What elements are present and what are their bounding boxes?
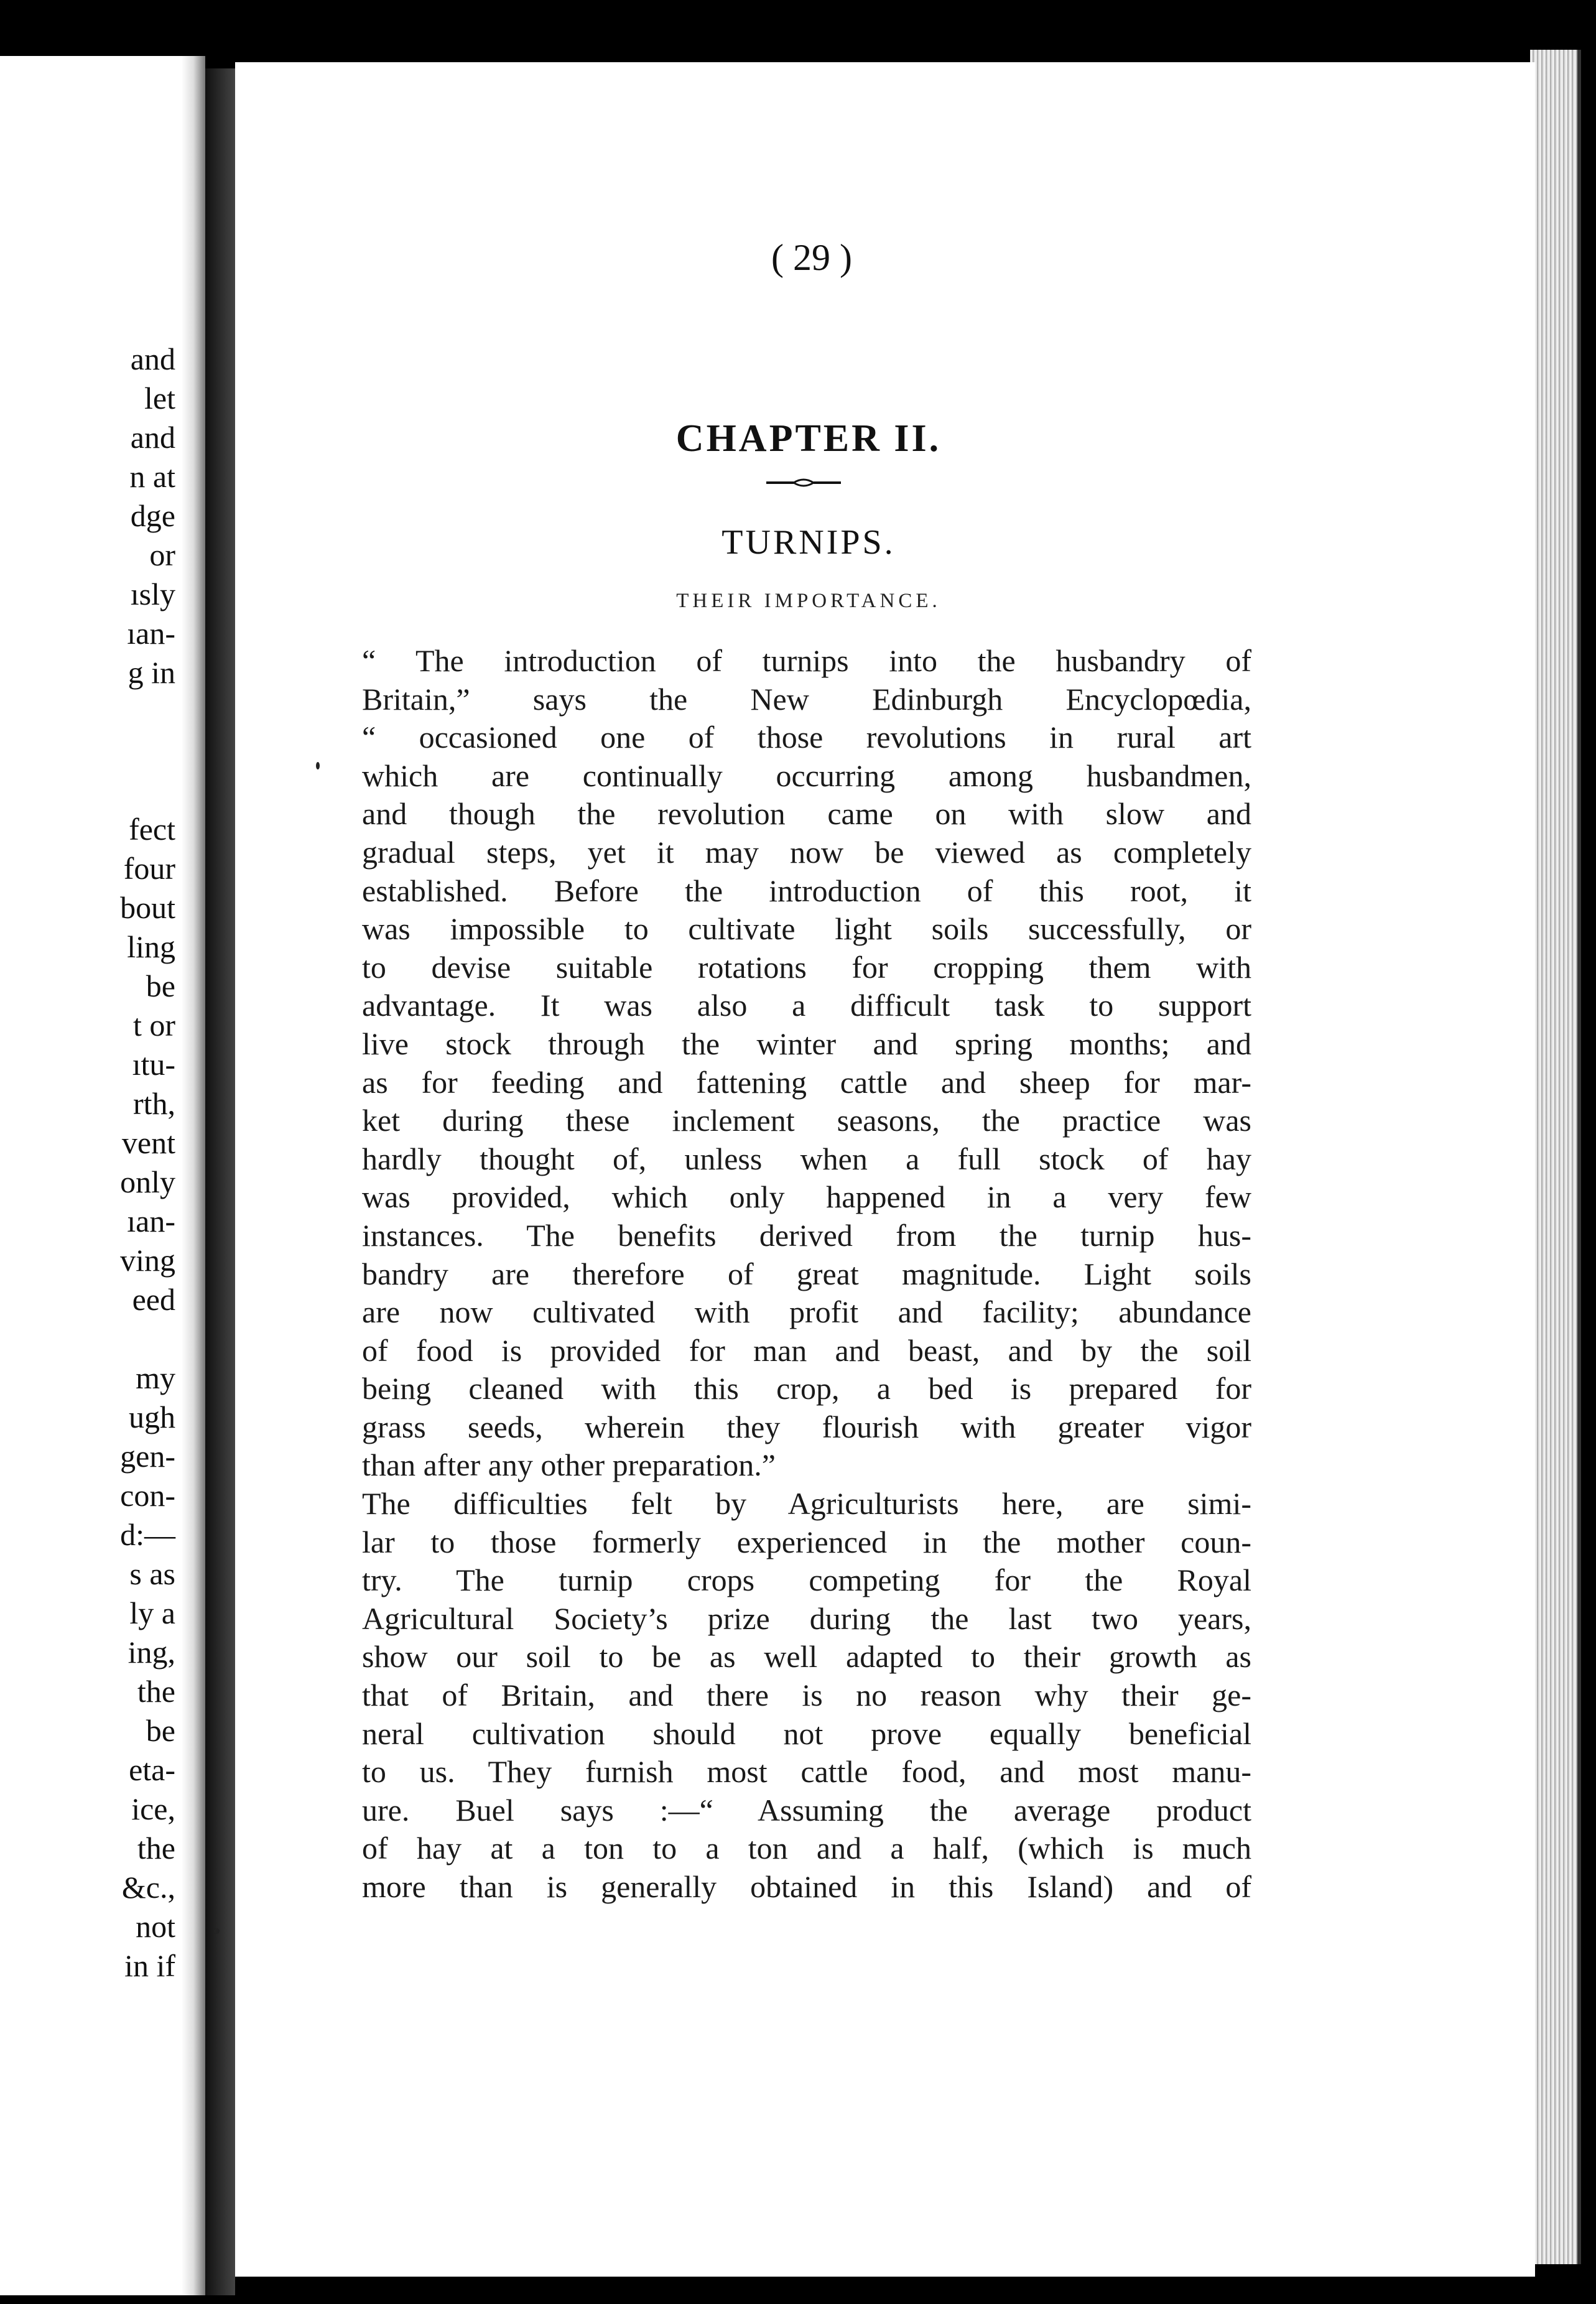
text-line: as for feeding and fattening cattle and sheep for mar- xyxy=(362,1064,1251,1100)
margin-word xyxy=(0,692,175,732)
margin-word: or xyxy=(149,537,175,572)
margin-word: n at xyxy=(129,459,175,494)
margin-word: rth, xyxy=(132,1086,175,1121)
text-line: try. The turnip crops competing for the Royal xyxy=(362,1563,1251,1598)
margin-word: and xyxy=(130,420,175,455)
margin-word: be xyxy=(146,1713,175,1748)
text-line: ure. Buel says :—“ Assuming the average product xyxy=(362,1792,1251,1828)
text-line: being cleaned with this crop, a bed is prepared for xyxy=(362,1371,1251,1406)
margin-word: ving xyxy=(120,1243,175,1278)
margin-word: the xyxy=(137,1674,175,1709)
scan-border-top xyxy=(0,0,1596,60)
margin-word: ling xyxy=(127,929,175,964)
text-line: grass seeds, wherein they flourish with greater vigor xyxy=(362,1409,1251,1444)
text-line: show our soil to be as well adapted to their growth as xyxy=(362,1639,1251,1675)
margin-word: &c., xyxy=(121,1870,175,1905)
margin-word: t or xyxy=(132,1008,175,1043)
margin-word: let xyxy=(144,381,175,416)
margin-word: bout xyxy=(120,890,175,925)
text-line: was provided, which only happened in a very few xyxy=(362,1179,1251,1215)
margin-word: and xyxy=(130,341,175,376)
margin-word: in if xyxy=(124,1948,175,1983)
margin-word: ing, xyxy=(128,1635,175,1670)
margin-word: vent xyxy=(121,1125,175,1160)
margin-word: be xyxy=(146,969,175,1003)
margin-word xyxy=(0,1319,175,1359)
margin-word: the xyxy=(137,1831,175,1865)
text-line: bandry are therefore of great magnitude. Light soils xyxy=(362,1256,1251,1291)
margin-word: ısly xyxy=(130,577,175,611)
page-stack-edge xyxy=(1530,50,1581,2264)
margin-word: ıtu- xyxy=(132,1047,175,1082)
margin-word xyxy=(0,732,175,771)
page-number: ( 29 ) xyxy=(771,237,852,278)
text-line: lar to those formerly experienced in the mother coun- xyxy=(362,1524,1251,1559)
ink-speck xyxy=(214,1928,220,1934)
margin-word: only xyxy=(120,1164,175,1199)
text-line: Agricultural Society’s prize during the last two years, xyxy=(362,1600,1251,1636)
paragraph xyxy=(362,1485,1251,1907)
margin-word: ice, xyxy=(131,1791,175,1826)
text-line: Britain,” says the New Edinburgh Encyclopœdia, xyxy=(362,681,1251,717)
section-title: TURNIPS. xyxy=(721,523,896,562)
ink-speck xyxy=(316,762,320,769)
margin-word: fect xyxy=(129,812,175,847)
margin-word: four xyxy=(123,851,175,886)
text-line: and though the revolution came on with slow and xyxy=(362,796,1251,832)
chapter-heading: CHAPTER II. xyxy=(675,417,942,460)
margin-word: eta- xyxy=(129,1752,175,1787)
margin-word: ly a xyxy=(129,1596,175,1630)
margin-word: d:— xyxy=(120,1517,175,1552)
margin-word: my xyxy=(136,1360,175,1395)
paragraph xyxy=(362,642,1251,1485)
subsection-title: THEIR IMPORTANCE. xyxy=(676,590,941,612)
text-line: gradual steps, yet it may now be viewed as completely xyxy=(362,834,1251,870)
text-line: live stock through the winter and spring months; and xyxy=(362,1026,1251,1061)
text-line: to devise suitable rotations for cropping them with xyxy=(362,949,1251,985)
left-page-margin-text xyxy=(0,340,175,1986)
margin-word: ıan- xyxy=(127,616,175,651)
text-line: more than is generally obtained in this Island) and of xyxy=(362,1869,1251,1904)
text-line: neral cultivation should not prove equally beneficial xyxy=(362,1716,1251,1751)
text-line: instances. The benefits derived from the turnip hus- xyxy=(362,1217,1251,1253)
text-line: “ occasioned one of those revolutions in rural art xyxy=(362,720,1251,755)
text-line: that of Britain, and there is no reason why their ge- xyxy=(362,1678,1251,1713)
text-line: are now cultivated with profit and facility; abundance xyxy=(362,1294,1251,1330)
text-line: was impossible to cultivate light soils successfully, or xyxy=(362,911,1251,947)
left-page-edge xyxy=(182,56,205,2295)
text-line: “ The introduction of turnips into the husbandry of xyxy=(362,643,1251,678)
text-line: established. Before the introduction of this root, it xyxy=(362,873,1251,908)
margin-word xyxy=(0,771,175,810)
ornament-divider xyxy=(766,476,841,489)
text-line: than after any other preparation.” xyxy=(362,1447,776,1483)
margin-word: ıan- xyxy=(127,1204,175,1238)
text-line: ket during these inclement seasons, the practice was xyxy=(362,1103,1251,1138)
margin-word: eed xyxy=(132,1282,175,1317)
text-line: The difficulties felt by Agriculturists here, are simi- xyxy=(362,1486,1251,1521)
text-line: advantage. It was also a difficult task to support xyxy=(362,988,1251,1023)
book-gutter xyxy=(205,68,235,2295)
text-line: to us. They furnish most cattle food, and most manu- xyxy=(362,1754,1251,1790)
margin-word: s as xyxy=(129,1556,175,1591)
margin-word: ugh xyxy=(129,1400,175,1434)
body-text xyxy=(362,642,1251,1907)
text-line: hardly thought of, unless when a full stock of hay xyxy=(362,1141,1251,1176)
text-line: of food is provided for man and beast, and by the soil xyxy=(362,1332,1251,1368)
margin-word: g in xyxy=(128,655,175,690)
margin-word: gen- xyxy=(120,1439,175,1474)
margin-word: dge xyxy=(130,498,175,533)
text-line: which are continually occurring among husbandmen, xyxy=(362,758,1251,793)
text-line: of hay at a ton to a ton and a half, (which is much xyxy=(362,1831,1251,1866)
margin-word: not xyxy=(136,1909,175,1944)
left-page xyxy=(0,56,205,2295)
margin-word: con- xyxy=(120,1478,175,1513)
